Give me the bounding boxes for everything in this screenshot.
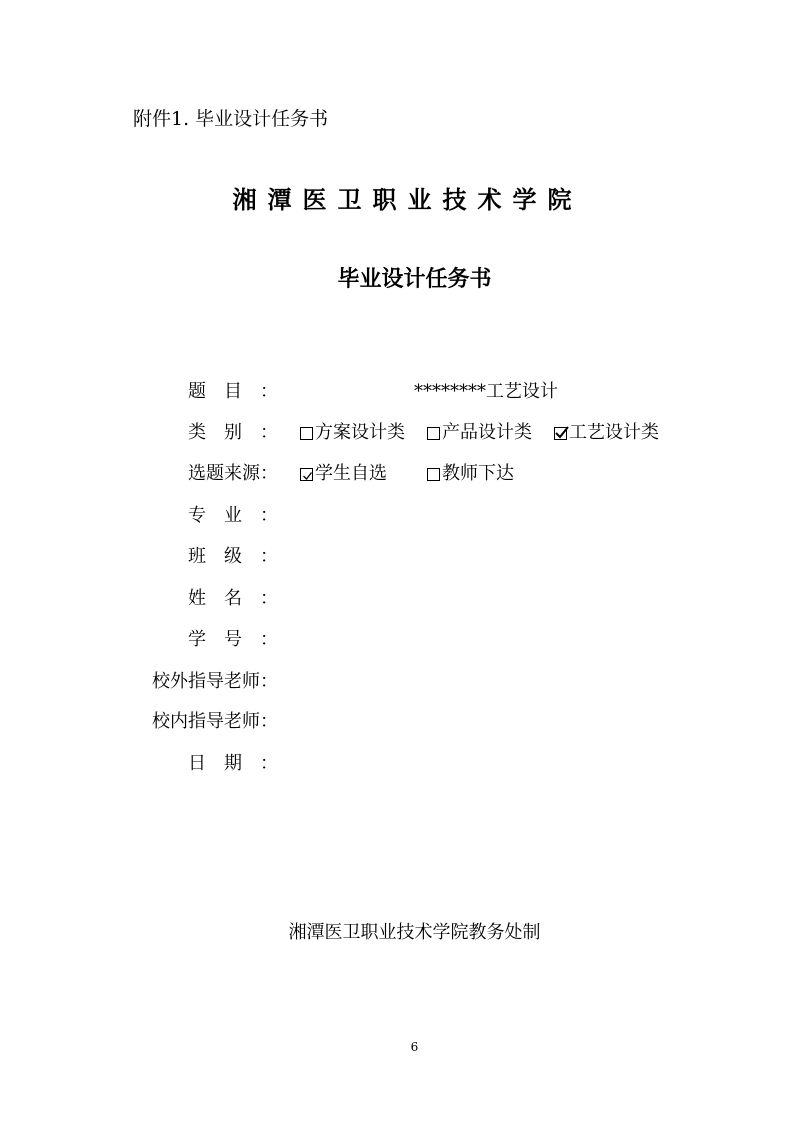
checkmark-icon (554, 425, 570, 441)
field-date-label: 日期 (188, 753, 260, 774)
checked-box-icon[interactable] (300, 468, 313, 481)
field-source: 选题来源： 学生自选 教师下达 (0, 459, 793, 489)
field-external-advisor-label: 校外指导老师 (152, 671, 260, 692)
field-class-label: 班级 (188, 546, 260, 567)
issuing-organization: 湘潭医卫职业技术学院教务处制 (288, 922, 541, 943)
field-class: 班级： (188, 546, 278, 567)
category-option-product[interactable]: 产品设计类 (427, 418, 532, 448)
field-topic: 题目： ********工艺设计 (0, 377, 793, 407)
field-category-label: 类别 (188, 422, 260, 443)
field-topic-label: 题目 (188, 381, 260, 402)
field-name: 姓名： (188, 588, 278, 609)
unchecked-box-icon[interactable] (427, 468, 440, 481)
category-option-plan[interactable]: 方案设计类 (300, 418, 405, 448)
school-name: 湘潭医卫职业技术学院 (232, 186, 583, 214)
unchecked-box-icon[interactable] (300, 427, 313, 440)
field-major: 专业： (188, 505, 278, 526)
field-external-advisor: 校外指导老师： (152, 671, 278, 692)
checked-box-icon[interactable] (554, 427, 567, 440)
field-student-id-label: 学号 (188, 629, 260, 650)
field-name-label: 姓名 (188, 588, 260, 609)
field-date: 日期： (188, 753, 278, 774)
category-option-process[interactable]: 工艺设计类 (554, 418, 659, 448)
field-category: 类别： 方案设计类 产品设计类 工艺设计类 (0, 418, 793, 448)
source-option-student[interactable]: 学生自选 (300, 459, 387, 489)
field-major-label: 专业 (188, 505, 260, 526)
field-source-label: 选题来源 (188, 463, 260, 484)
unchecked-box-icon[interactable] (427, 427, 440, 440)
document-title: 毕业设计任务书 (337, 267, 492, 292)
field-internal-advisor: 校内指导老师： (152, 711, 278, 732)
attachment-heading: 附件1. 毕业设计任务书 (133, 108, 329, 130)
field-internal-advisor-label: 校内指导老师 (152, 711, 260, 732)
field-student-id: 学号： (188, 629, 278, 650)
page-number: 6 (410, 1040, 419, 1054)
checkmark-icon (301, 469, 315, 483)
source-option-teacher[interactable]: 教师下达 (427, 459, 514, 489)
field-topic-value: ********工艺设计 (414, 381, 558, 402)
